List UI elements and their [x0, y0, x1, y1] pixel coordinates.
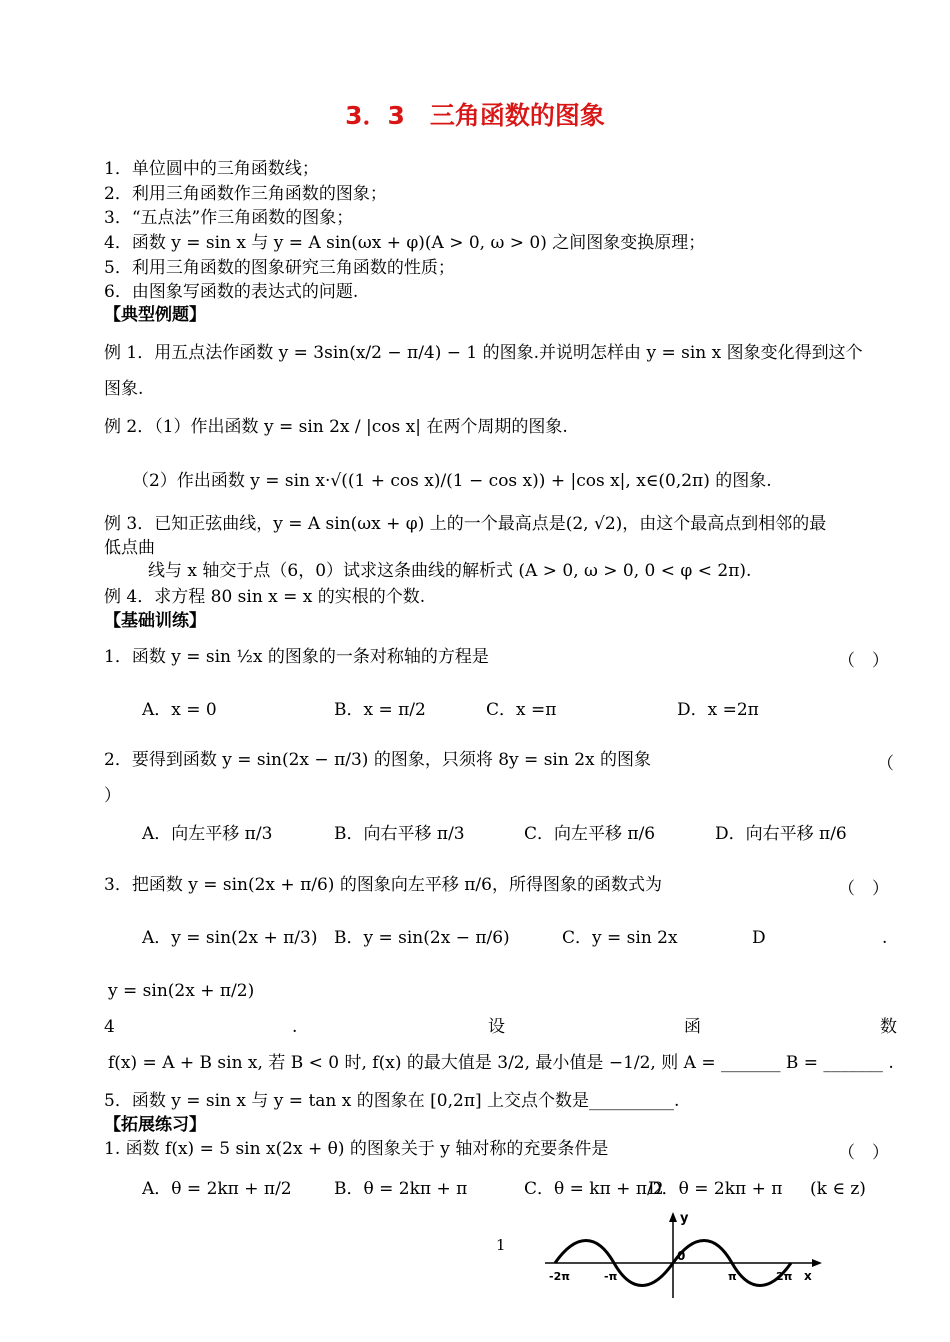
example-1-line-2: 图象.	[104, 379, 144, 399]
point-5: 5．利用三角函数的图象研究三角函数的性质；	[104, 258, 455, 278]
graph-label-2pi: 2π	[776, 1270, 793, 1283]
page-number: 1	[496, 1236, 506, 1254]
basic-q2-option-c: C．向左平移 π/6	[524, 824, 656, 844]
basic-q3-option-b: B．y = sin(2x − π/6)	[334, 928, 510, 948]
point-1: 1．单位圆中的三角函数线；	[104, 159, 319, 179]
basic-q2-option-d: D．向右平移 π/6	[715, 824, 847, 844]
section-heading-extend: 【拓展练习】	[104, 1115, 206, 1135]
extend-q1-answer-paren: （ ）	[838, 1143, 889, 1163]
graph-y-arrow	[669, 1212, 677, 1222]
section-heading-basic: 【基础训练】	[104, 611, 206, 631]
extend-q1: 1. 函数 f(x) = 5 sin x(2x + θ) 的图象关于 y 轴对称的充要条件是	[104, 1139, 609, 1159]
example-2-part-2: （2）作出函数 y = sin x·√((1 + cos x)/(1 − cos x)) + |cos x|, x∈(0,2π) 的图象.	[132, 471, 772, 491]
basic-q2: 2．要得到函数 y = sin(2x − π/3) 的图象，只须将 8y = sin 2x 的图象	[104, 750, 652, 770]
basic-q1: 1．函数 y = sin ½x 的图象的一条对称轴的方程是	[104, 647, 489, 667]
basic-q2-option-b: B．向右平移 π/3	[334, 824, 465, 844]
basic-q2-paren-close: ）	[104, 786, 121, 806]
basic-q3-option-d-letter: D	[752, 928, 766, 948]
basic-q2-option-a: A．向左平移 π/3	[142, 824, 273, 844]
point-4: 4．函数 y = sin x 与 y = A sin(ωx + φ)(A > 0, ω > 0) 之间图象变换原理；	[104, 233, 706, 253]
extend-q1-option-c: C．θ = kπ + π/2	[524, 1179, 664, 1199]
graph-x-arrow	[812, 1259, 822, 1267]
basic-q2-paren-open: （	[877, 754, 894, 774]
graph-y-label: y	[680, 1211, 689, 1226]
basic-q3-option-c: C．y = sin 2x	[562, 928, 678, 948]
section-heading-examples: 【典型例题】	[104, 305, 206, 325]
graph-label-pi: π	[728, 1270, 737, 1283]
basic-q4-word-1: 设	[488, 1017, 505, 1037]
basic-q4-word-2: 函	[684, 1017, 701, 1037]
example-3-line-2: 低点曲	[104, 538, 155, 558]
sine-graph-figure	[540, 1208, 830, 1303]
basic-q3: 3．把函数 y = sin(2x + π/6) 的图象向左平移 π/6，所得图象的函数式为	[104, 875, 662, 895]
basic-q3-option-d-formula: y = sin(2x + π/2)	[108, 981, 255, 1001]
extend-q1-k-range: (k ∈ z)	[810, 1179, 866, 1199]
point-2: 2．利用三角函数作三角函数的图象；	[104, 184, 387, 204]
basic-q4-statement: f(x) = A + B sin x, 若 B < 0 时, f(x) 的最大值是 3/2, 最小值是 −1/2, 则 A = _______ B = _______ .	[108, 1053, 894, 1073]
graph-label-neg-pi: -π	[604, 1270, 618, 1283]
basic-q3-answer-paren: （ ）	[838, 879, 889, 899]
point-3: 3．“五点法”作三角函数的图象；	[104, 208, 354, 228]
basic-q1-option-c: C．x =π	[486, 700, 557, 720]
extend-q1-option-b: B．θ = 2kπ + π	[334, 1179, 468, 1199]
basic-q3-option-d-dot: .	[882, 928, 888, 948]
example-3-line-3: 线与 x 轴交于点（6，0）试求这条曲线的解析式 (A > 0, ω > 0, 0 < φ < 2π).	[148, 561, 752, 581]
extend-q1-option-a: A．θ = 2kπ + π/2	[142, 1179, 292, 1199]
basic-q3-option-a: A．y = sin(2x + π/3)	[142, 928, 318, 948]
example-3-line-1: 例 3．已知正弦曲线，y = A sin(ωx + φ) 上的一个最高点是(2, √2)，由这个最高点到相邻的最	[104, 514, 827, 534]
basic-q1-option-b: B．x = π/2	[334, 700, 426, 720]
example-1-line-1: 例 1．用五点法作函数 y = 3sin(x/2 − π/4) − 1 的图象.并说明怎样由 y = sin x 图象变化得到这个	[104, 343, 863, 363]
basic-q1-option-d: D．x =2π	[677, 700, 759, 720]
basic-q4-word-3: 数	[880, 1017, 897, 1037]
basic-q4-dot: .	[292, 1017, 298, 1037]
graph-x-label: x	[804, 1269, 812, 1283]
page-title: 3．3 三角函数的图象	[345, 101, 605, 130]
extend-q1-option-d: D．θ = 2kπ + π	[648, 1179, 783, 1199]
basic-q1-answer-paren: （ ）	[838, 651, 889, 671]
point-6: 6．由图象写函数的表达式的问题.	[104, 282, 359, 302]
graph-origin-label: 0	[677, 1249, 686, 1263]
graph-label-neg-2pi: -2π	[549, 1270, 570, 1283]
basic-q1-option-a: A．x = 0	[142, 700, 217, 720]
example-2-part-1: 例 2．（1）作出函数 y = sin 2x / |cos x| 在两个周期的图象.	[104, 417, 568, 437]
example-4: 例 4．求方程 80 sin x = x 的实根的个数.	[104, 587, 426, 607]
basic-q5: 5．函数 y = sin x 与 y = tan x 的图象在 [0,2π] 上交点个数是__________.	[104, 1091, 680, 1111]
basic-q4-number: 4	[104, 1017, 115, 1037]
